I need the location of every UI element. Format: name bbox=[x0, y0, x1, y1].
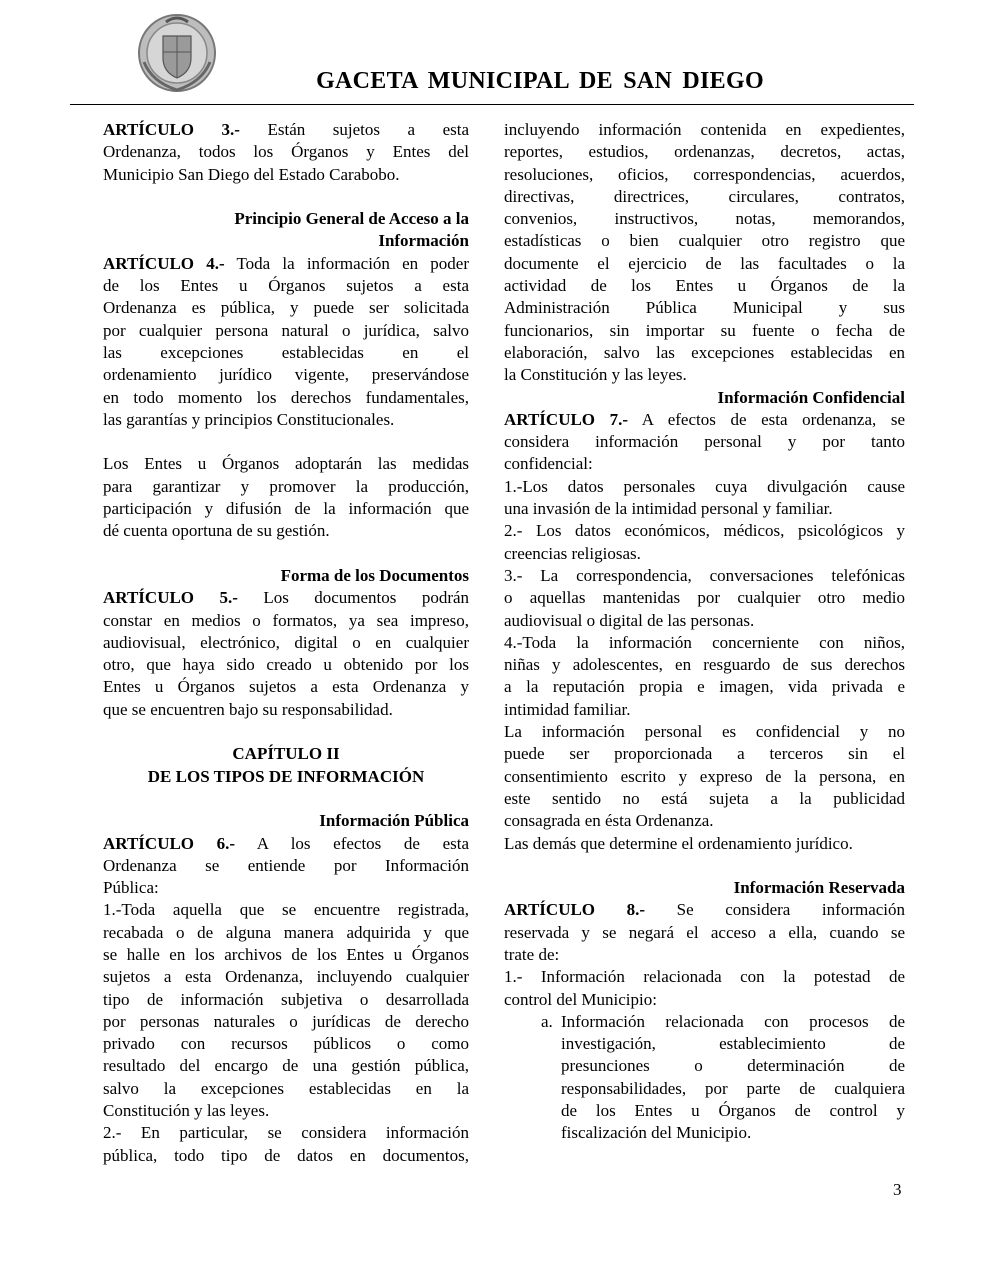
line-text: 1.-Toda aquella que se encuentre registrada, bbox=[103, 900, 469, 920]
text-line bbox=[504, 119, 905, 141]
article-number: ARTÍCULO 7.- bbox=[504, 409, 629, 429]
paragraph bbox=[103, 453, 469, 542]
text-line bbox=[103, 944, 469, 966]
line-text: Ordenanza es pública, y puede ser solicitada bbox=[103, 298, 469, 318]
paragraph bbox=[103, 899, 469, 1122]
line-text: las excepciones establecidas en el bbox=[103, 342, 469, 362]
line-text: Se considera información bbox=[676, 900, 906, 920]
line-text: audiovisual o digital de las personas. bbox=[504, 610, 755, 630]
text-line bbox=[504, 297, 905, 319]
line-text: niñas y adolescentes, en resguardo de sus derechos bbox=[504, 655, 905, 675]
text-line bbox=[103, 1011, 469, 1033]
list-marker: a. bbox=[541, 1011, 553, 1031]
section-heading bbox=[103, 565, 469, 587]
line-text: Los documentos podrán bbox=[263, 588, 470, 608]
text-line bbox=[103, 922, 469, 944]
text-line bbox=[504, 275, 905, 297]
text-line bbox=[103, 966, 469, 988]
text-line bbox=[103, 699, 469, 721]
line-text: tipo de información subjetiva o desarrollada bbox=[103, 989, 469, 1009]
text-line bbox=[103, 320, 469, 342]
text-line bbox=[504, 320, 905, 342]
line-text: este sentido no está sujeta a la publicidad bbox=[504, 788, 905, 808]
text-line bbox=[103, 409, 469, 431]
section-heading bbox=[504, 877, 905, 899]
text-line bbox=[504, 922, 905, 944]
text-line bbox=[504, 520, 905, 542]
line-text: DE LOS TIPOS DE INFORMACIÓN bbox=[147, 766, 425, 786]
line-text: funcionarios, sin importar su fuente o fecha de bbox=[504, 320, 905, 340]
line-text: privado con recursos públicos o como bbox=[103, 1034, 469, 1054]
text-line bbox=[504, 676, 905, 698]
text-line bbox=[504, 654, 905, 676]
line-text: elaboración, salvo las excepciones establecidas en bbox=[504, 342, 905, 362]
text-line bbox=[504, 498, 905, 520]
section-heading bbox=[103, 208, 469, 253]
line-text: de los Entes u Órganos sujetos a esta bbox=[103, 276, 469, 296]
line-text: intimidad familiar. bbox=[504, 699, 631, 719]
text-line bbox=[103, 342, 469, 364]
line-text: creencias religiosas. bbox=[504, 543, 641, 563]
line-text: para garantizar y promover la producción, bbox=[103, 476, 469, 496]
blank-line bbox=[103, 788, 469, 810]
left-column bbox=[103, 119, 469, 1167]
article-number: ARTÍCULO 4.- bbox=[103, 253, 225, 273]
text-line bbox=[103, 387, 469, 409]
line-text: pública, todo tipo de datos en documentos, bbox=[103, 1145, 469, 1165]
text-line bbox=[504, 253, 905, 275]
line-text: por personas naturales o jurídicas de derecho bbox=[103, 1011, 469, 1031]
text-line bbox=[103, 1078, 469, 1100]
text-line bbox=[103, 119, 469, 141]
line-text: trate de: bbox=[504, 944, 560, 964]
paragraph bbox=[504, 520, 905, 565]
line-text: salvo la excepciones establecidas en la bbox=[103, 1078, 469, 1098]
header-divider bbox=[70, 104, 914, 105]
paragraph bbox=[504, 119, 905, 387]
blank-line bbox=[103, 543, 469, 565]
text-line bbox=[504, 632, 905, 654]
line-text: CAPÍTULO II bbox=[232, 744, 340, 764]
text-line bbox=[103, 989, 469, 1011]
line-text: constar en medios o formatos, ya sea impreso, bbox=[103, 610, 469, 630]
text-line bbox=[103, 1122, 469, 1144]
line-text: Constitución y las leyes. bbox=[103, 1101, 270, 1121]
line-text: de los Entes u Órganos de control y bbox=[561, 1101, 905, 1121]
line-text: directivas, directrices, circulares, contratos, bbox=[504, 186, 905, 206]
text-line bbox=[103, 453, 469, 475]
line-text: A efectos de esta ordenanza, se bbox=[641, 409, 906, 429]
text-line bbox=[103, 164, 469, 186]
text-line bbox=[561, 1100, 905, 1122]
text-line bbox=[103, 632, 469, 654]
text-line bbox=[504, 989, 905, 1011]
line-text: reservada y se negará el acceso a ella, cuando se bbox=[504, 922, 905, 942]
line-text: o aquellas mantenidas por cualquier otro medio bbox=[504, 588, 905, 608]
line-text: por cualquier persona natural o jurídica, salvo bbox=[103, 320, 469, 340]
section-heading bbox=[103, 810, 469, 832]
line-text: resultado del encargo de una gestión pública, bbox=[103, 1056, 469, 1076]
text-line bbox=[504, 699, 905, 721]
text-line bbox=[504, 877, 905, 899]
article-paragraph bbox=[103, 587, 469, 721]
line-text: Información bbox=[378, 231, 469, 251]
line-text: que se encuentren bajo su responsabilidad. bbox=[103, 699, 393, 719]
line-text: reportes, estudios, ordenanzas, decretos, actas, bbox=[504, 142, 905, 162]
blank-line bbox=[103, 431, 469, 453]
line-text: resoluciones, oficios, correspondencias, acuerdos, bbox=[504, 164, 905, 184]
text-line bbox=[504, 810, 905, 832]
text-line bbox=[504, 899, 905, 921]
line-text: fiscalización del Municipio. bbox=[561, 1123, 752, 1143]
text-line bbox=[504, 966, 905, 988]
paragraph bbox=[504, 476, 905, 521]
paragraph bbox=[504, 565, 905, 632]
text-line bbox=[103, 1145, 469, 1167]
line-text: Ordenanza, todos los Órganos y Entes del bbox=[103, 142, 469, 162]
text-line bbox=[504, 944, 905, 966]
paragraph bbox=[504, 632, 905, 721]
blank-line bbox=[504, 855, 905, 877]
text-line bbox=[103, 230, 469, 252]
line-text: consentimiento escrito y expreso de la persona, en bbox=[504, 766, 905, 786]
text-line bbox=[103, 587, 469, 609]
text-line bbox=[504, 141, 905, 163]
text-line bbox=[504, 476, 905, 498]
text-line bbox=[561, 1122, 905, 1144]
line-text: a la reputación propia e imagen, vida privada e bbox=[504, 677, 905, 697]
text-line bbox=[504, 230, 905, 252]
text-line bbox=[504, 610, 905, 632]
article-paragraph bbox=[504, 409, 905, 476]
text-line bbox=[103, 899, 469, 921]
line-text: la Constitución y las leyes. bbox=[504, 365, 687, 385]
text-line bbox=[103, 253, 469, 275]
list-item bbox=[504, 1011, 905, 1145]
article-paragraph bbox=[504, 899, 905, 966]
text-line bbox=[103, 520, 469, 542]
text-line bbox=[504, 565, 905, 587]
line-text: Entes u Órganos sujetos a esta Ordenanza y bbox=[103, 677, 469, 697]
blank-line bbox=[103, 186, 469, 208]
text-line bbox=[504, 587, 905, 609]
section-heading bbox=[504, 387, 905, 409]
text-line bbox=[103, 565, 469, 587]
text-line bbox=[103, 743, 469, 765]
text-line bbox=[504, 788, 905, 810]
text-line bbox=[561, 1011, 905, 1033]
text-line bbox=[504, 543, 905, 565]
text-line bbox=[103, 297, 469, 319]
text-line bbox=[504, 409, 905, 431]
text-line bbox=[103, 275, 469, 297]
line-text: otro, que haya sido creado u obtenido por los bbox=[103, 655, 469, 675]
line-text: 1.-Los datos personales cuya divulgación cause bbox=[504, 476, 905, 496]
line-text: investigación, establecimiento de bbox=[561, 1034, 905, 1054]
line-text: ordenamiento jurídico vigente, preservándose bbox=[103, 365, 469, 385]
paragraph bbox=[504, 966, 905, 1011]
line-text: en todo momento los derechos fundamentales, bbox=[103, 387, 469, 407]
line-text: 2.- En particular, se considera información bbox=[103, 1123, 469, 1143]
text-line bbox=[103, 208, 469, 230]
blank-line bbox=[103, 721, 469, 743]
article-paragraph bbox=[103, 253, 469, 431]
line-text: una invasión de la intimidad personal y familiar. bbox=[504, 499, 833, 519]
paragraph bbox=[103, 1122, 469, 1167]
text-line bbox=[103, 141, 469, 163]
text-line bbox=[103, 810, 469, 832]
line-text: 3.- La correspondencia, conversaciones telefónicas bbox=[504, 565, 905, 585]
text-line bbox=[504, 833, 905, 855]
line-text: responsabilidades, por parte de cualquiera bbox=[561, 1078, 905, 1098]
line-text: Las demás que determine el ordenamiento jurídico. bbox=[504, 833, 853, 853]
article-number: ARTÍCULO 6.- bbox=[103, 833, 236, 853]
text-line bbox=[103, 1033, 469, 1055]
line-text: La información personal es confidencial y no bbox=[504, 722, 905, 742]
article-number: ARTÍCULO 5.- bbox=[103, 588, 238, 608]
line-text: Información Confidencial bbox=[717, 387, 905, 407]
paragraph bbox=[504, 721, 905, 832]
text-line bbox=[561, 1033, 905, 1055]
line-text: actividad de los Entes u Órganos de la bbox=[504, 276, 905, 296]
line-text: se halle en los archivos de los Entes u Órganos bbox=[103, 944, 469, 964]
line-text: control del Municipio: bbox=[504, 989, 657, 1009]
line-text: Ordenanza se entiende por Información bbox=[103, 855, 469, 875]
line-text: Municipio San Diego del Estado Carabobo. bbox=[103, 164, 400, 184]
article-number: ARTÍCULO 8.- bbox=[504, 900, 646, 920]
text-line bbox=[103, 877, 469, 899]
line-text: considera información personal y por tanto bbox=[504, 432, 905, 452]
text-line bbox=[504, 387, 905, 409]
gazette-title: GACETA MUNICIPAL DE SAN DIEGO bbox=[316, 68, 764, 94]
line-text: Administración Pública Municipal y sus bbox=[504, 298, 905, 318]
text-line bbox=[504, 342, 905, 364]
line-text: documente el ejercicio de las facultades o la bbox=[504, 253, 905, 273]
line-text: participación y difusión de la información que bbox=[103, 499, 469, 519]
text-line bbox=[103, 364, 469, 386]
line-text: presunciones o determinación de bbox=[561, 1056, 905, 1076]
text-line bbox=[504, 208, 905, 230]
line-text: las garantías y principios Constitucionales. bbox=[103, 409, 395, 429]
line-text: audiovisual, electrónico, digital o en cualquier bbox=[103, 632, 469, 652]
text-line bbox=[504, 164, 905, 186]
text-line bbox=[504, 186, 905, 208]
article-paragraph bbox=[103, 833, 469, 900]
text-line bbox=[103, 610, 469, 632]
text-line bbox=[504, 364, 905, 386]
line-text: Información Reservada bbox=[733, 878, 905, 898]
line-text: recabada o de alguna manera adquirida y que bbox=[103, 922, 469, 942]
line-text: Los Entes u Órganos adoptarán las medidas bbox=[103, 454, 469, 474]
line-text: confidencial: bbox=[504, 454, 593, 474]
text-line bbox=[504, 431, 905, 453]
text-line bbox=[103, 766, 469, 788]
line-text: 4.-Toda la información concerniente con niños, bbox=[504, 632, 905, 652]
text-line bbox=[103, 476, 469, 498]
text-line bbox=[103, 833, 469, 855]
line-text: dé cuenta oportuna de su gestión. bbox=[103, 521, 330, 541]
line-text: Forma de los Documentos bbox=[280, 565, 469, 585]
text-line bbox=[504, 766, 905, 788]
chapter-heading bbox=[103, 743, 469, 788]
line-text: consagrada en ésta Ordenanza. bbox=[504, 811, 714, 831]
text-line bbox=[103, 676, 469, 698]
text-line bbox=[561, 1078, 905, 1100]
text-line bbox=[103, 654, 469, 676]
text-line bbox=[504, 743, 905, 765]
page-number: 3 bbox=[893, 1180, 902, 1199]
line-text: Información Pública bbox=[319, 811, 469, 831]
article-number: ARTÍCULO 3.- bbox=[103, 120, 240, 139]
line-text: 1.- Información relacionada con la potestad de bbox=[504, 967, 905, 987]
line-text: Información relacionada con procesos de bbox=[561, 1011, 905, 1031]
line-text: Toda la información en poder bbox=[236, 253, 469, 273]
text-line bbox=[103, 1100, 469, 1122]
text-line bbox=[103, 1055, 469, 1077]
line-text: sujetos a esta Ordenanza, incluyendo cualquier bbox=[103, 967, 469, 987]
line-text: estadísticas o bien cualquier otro registro que bbox=[504, 231, 905, 251]
article-paragraph bbox=[103, 119, 469, 186]
text-line bbox=[103, 498, 469, 520]
line-text: incluyendo información contenida en expedientes, bbox=[504, 120, 905, 139]
line-text: A los efectos de esta bbox=[256, 833, 470, 853]
line-text: convenios, instructivos, notas, memorandos, bbox=[504, 209, 905, 229]
line-text: Principio General de Acceso a la bbox=[234, 209, 469, 229]
paragraph bbox=[504, 833, 905, 855]
text-line bbox=[504, 721, 905, 743]
line-text: puede ser proporcionada a terceros sin el bbox=[504, 744, 905, 764]
line-text: 2.- Los datos económicos, médicos, psicológicos y bbox=[504, 521, 905, 541]
line-text: Están sujetos a esta bbox=[267, 120, 470, 139]
right-column bbox=[504, 119, 905, 1145]
line-text: Pública: bbox=[103, 878, 159, 898]
text-line bbox=[504, 453, 905, 475]
text-line bbox=[561, 1055, 905, 1077]
text-line bbox=[103, 855, 469, 877]
